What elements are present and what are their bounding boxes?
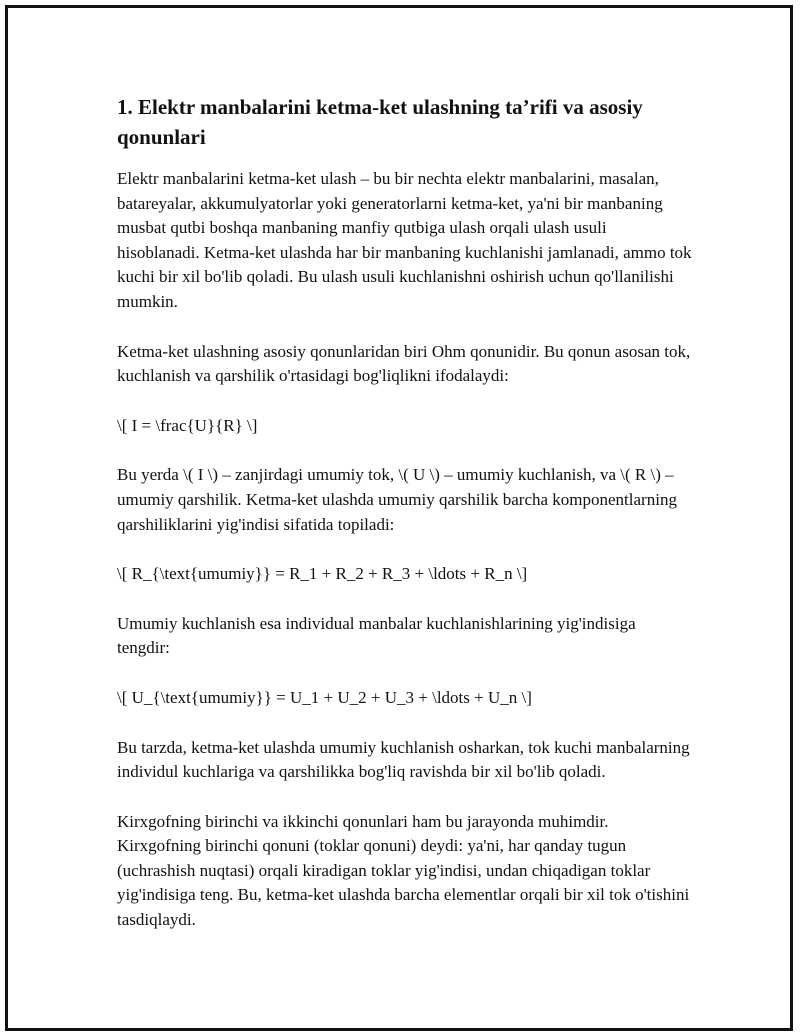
paragraph-summary: Bu tarzda, ketma-ket ulashda umumiy kuchlanish osharkan, tok kuchi manbalarning individul kuchlariga va qarshilikka bog'liq ravishda bir xil bo'lib qoladi. [117,737,690,782]
paragraph-variables: Bu yerda \( I \) – zanjirdagi umumiy tok, \( U \) – umumiy kuchlanish, va \( R \) – umumiy qarshilik. Ketma-ket ulashda umumiy qarshilik barcha komponentlarning qarshiliklarini yig'indisi sifatida topiladi: [117,465,677,534]
formula-voltage-sum: \[ U_{\text{umumiy}} = U_1 + U_2 + U_3 + \ldots + U_n \] [117,687,532,707]
paragraph-ohm-law: Ketma-ket ulashning asosiy qonunlaridan biri Ohm qonunidir. Bu qonun asosan tok, kuchlanish va qarshilik o'rtasidagi bog'liqlikni ifodalaydi: [117,341,691,386]
section-heading: 1. Elektr manbalarini ketma-ket ulashning ta’rifi va asosiy qonunlari [117,95,643,149]
formula-resistance-sum: \[ R_{\text{umumiy}} = R_1 + R_2 + R_3 + \ldots + R_n \] [117,564,528,584]
paragraph-kirchhoff: Kirxgofning birinchi va ikkinchi qonunlari ham bu jarayonda muhimdir. Kirxgofning birinchi qonuni (toklar qonuni) deydi: ya'ni, har qanday tugun (uchrashish nuqtasi) orqali kiradigan toklar yig'indisi, undan chiqadigan toklar yig'indisiga teng. Bu, ketma-ket ulashda barcha elementlar orqali bir xil tok o'tishini tasdiqlaydi. [117,811,690,930]
paragraph-voltage-sum: Umumiy kuchlanish esa individual manbalar kuchlanishlarining yig'indisiga tengdir: [117,613,636,658]
paragraph-definition: Elektr manbalarini ketma-ket ulash – bu bir nechta elektr manbalarini, masalan, batareyalar, akkumulyatorlar yoki generatorlarni ketma-ket, ya'ni bir manbaning musbat qutbi boshqa manbaning manfiy qutbiga ulash orqali ulash usuli hisoblanadi. Ketma-ket ulashda har bir manbaning kuchlanishi jamlanadi, ammo tok kuchi bir xil bo'lib qoladi. Bu ulash usuli kuchlanishni oshirish uchun qo'llanilishi mumkin. [117,169,692,311]
document-body [117,92,692,958]
formula-ohm: \[ I = \frac{U}{R} \] [117,415,258,435]
